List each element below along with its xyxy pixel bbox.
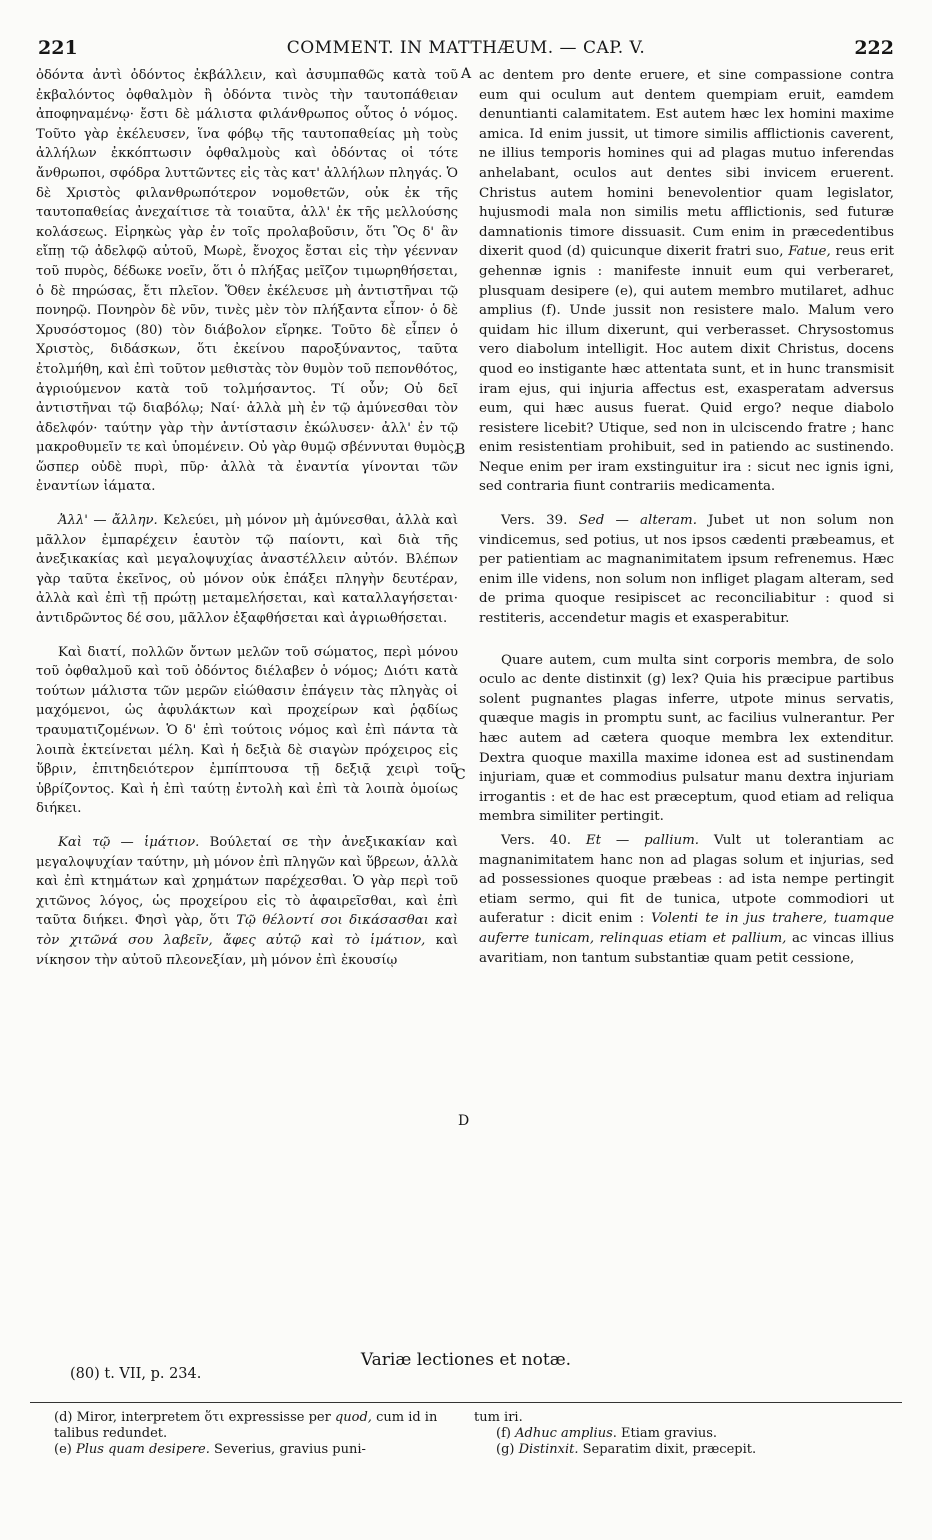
latin-paragraph-3: Quare autem, cum multa sint corporis membra, de solo oculo ac dente distinxit (g) lex? Quia his præcipue partibus solent pugnantes plagas inferre, utpote minus servatis, quæque magis in promptu sunt, ac facilius vulnerantur. Per hæc autem ad cætera quoque membra lex extenditur. Dextra quoque maxilla maxime idonea est ad sustinendam injuriam, quæ et commodius pulsatur manu dextra injuriam irrogantis : et de hac est præceptum, quod etiam ad reliqua membra similiter pertingit. bbox=[479, 652, 894, 825]
footnote-text: Severius, gravius puni- bbox=[209, 1442, 366, 1457]
greek-quote: Τῷ θέλοντί σοι δικάσασθαι καὶ τὸν χιτῶνά σου λαβεῖν, ἄφες αὐτῷ καὶ τὸ ἱμάτιον, bbox=[36, 913, 458, 948]
footnote-text: Miror, interpretem ὅτι expressisse per bbox=[72, 1410, 335, 1425]
footnote-d bbox=[54, 1410, 464, 1442]
latin-paragraph-1 bbox=[479, 66, 894, 497]
latin-paragraph-1-text: ac dentem pro dente eruere, et sine compassione contra eum qui oculum aut dentem quempiam eruit, eamdem denuntianti calamitatem. Est autem hæc lex homini maxime amica. Id enim jussit, ut timore similis afflictionis caverent, ne illius temporis homines qui ad plagas mutuo inferendas anhelabant, oculos aut dentes sibi invicem eruerent. Christus autem homini benevolentior quam legislator, hujusmodi mala non similis metu afflictionis, sed futuræ damnationis timore dissuasit. Cum enim in præcedentibus dixerit quod (d) quicunque dixerit fratri suo, bbox=[479, 68, 894, 260]
footnote-e bbox=[54, 1442, 464, 1458]
greek-paragraph-2 bbox=[36, 511, 458, 629]
latin-paragraph-4-text-end: ac vincas illius avaritiam, non tantum substantiæ quam petit cessione, bbox=[479, 930, 894, 966]
latin-column bbox=[479, 66, 894, 968]
greek-paragraph-4-text: Βούλεταί σε τὴν ἀνεξικακίαν καὶ μεγαλοψυχίαν ταύτην, μὴ μόνον ἐπὶ πληγῶν καὶ ὕβρεων, ἀλλὰ καὶ ἐπὶ κτημάτων καὶ χρημάτων παρέχεσθαι. Ὁ γὰρ περὶ τοῦ χιτῶνος λόγος, ὡς προχείρου εἰς τὸ ἀφαιρεῖσθαι, καὶ ἐπὶ ταῦτα διήκει. Φησὶ γὰρ, ὅτι bbox=[36, 834, 458, 929]
latin-paragraph-1-text-end: reus erit gehennæ ignis : manifeste innuit eum qui verberaret, plusquam desipere (e), qui autem membro mutilaret, adhuc amplius (f). Unde jussit non resistere malo. Malum vero quidam hic illum dixerunt, qui verberasset. Chrysostomus vero diabolum intelligit. Hoc autem dixit Christus, docens quod eo instigante hæc attentata sunt, et in hunc transmisit iram ejus, qui injuria affectus est, exasperatam adversus eum, qui hæc ausus fuerat. Quid ergo? neque diabolo resistere licebit? Utique, sed non in ulciscendo fratre ; hanc enim resistentiam prohibuit, sed in patiendo ac sustinendo. Neque enim per iram exstinguitur ira : sicut nec ignis igni, sed contraria fiunt contrariis medicamenta. bbox=[479, 244, 894, 495]
footnote-f bbox=[474, 1426, 894, 1442]
verse-ref: Vers. 40. bbox=[501, 832, 572, 848]
page-number-right: 222 bbox=[854, 37, 894, 59]
margin-marker-c: C bbox=[455, 767, 466, 783]
running-title: COMMENT. IN MATTHÆUM. — CAP. V. bbox=[286, 38, 646, 58]
footnote-emphasis: quod, bbox=[334, 1410, 372, 1425]
footnote-label: (g) bbox=[496, 1442, 515, 1457]
footnote-text-end: cum id in talibus redundet. bbox=[54, 1410, 438, 1441]
latin-paragraph-4-text: Vult ut tolerantiam ac magnanimitatem hanc non ad plagas solum et injurias, sed ad possessiones quoque præbeas : ad ista nempe pertingit etiam sermo, qui fit de tunica, utpote commodiori ut auferatur : dicit enim : bbox=[479, 832, 895, 927]
latin-paragraph-2 bbox=[479, 511, 894, 629]
greek-paragraph-2-text: Κελεύει, μὴ μόνον μὴ ἀμύνεσθαι, ἀλλὰ καὶ μᾶλλον ἐμπαρέχειν ἑαυτὸν τῷ παίοντι, καὶ διὰ τῆς ἀνεξικακίας καὶ μεγαλοψυχίας ἀναστέλλειν αὐτόν. Βλέπων γὰρ ταῦτα ἐκεῖνος, οὐ μόνον οὐκ ἐπάξει πληγὴν δευτέραν, ἀλλὰ καὶ ἐπὶ τῇ πρώτῃ μεταμελήσεται, καὶ καταλλαγήσεται· ἀντιδρῶντος δέ σου, μᾶλλον ἐξαφθήσεται καὶ ἀγριωθήσεται. bbox=[36, 513, 458, 627]
latin-paragraph-2-text: Jubet ut non solum non vindicemus, sed potius, ut nos ipsos cædenti præbeamus, et per patientiam ac magnanimitatem ipsum refrenemus. Hæc enim ille videns, non solum non infliget plagam alteram, sed de prima quoque resipiscet ac reconciliabitur : quod si restiteris, accendetur magis et exasperabitur. bbox=[479, 513, 894, 627]
margin-marker-a: A bbox=[461, 66, 472, 82]
greek-paragraph-3: Καὶ διατί, πολλῶν ὄντων μελῶν τοῦ σώματος, περὶ μόνου τοῦ ὀφθαλμοῦ καὶ τοῦ ὀδόντος διέλαβεν ὁ νόμος; Διότι κατὰ τούτων μάλιστα τῶν μερῶν εἰώθασιν ἐπάγειν τὰς πληγὰς οἱ μαχόμενοι, ὡς ἀφυλάκτων καὶ προχείρων καὶ ῥᾳδίως τραυματιζομένων. Ὁ δ' ἐπὶ τούτοις νόμος καὶ ἐπὶ πάντα τὰ λοιπὰ ἐκτείνεται μέλη. Καὶ ἡ δεξιὰ δὲ σιαγὼν πρόχειρος εἰς ὕβριν, ἐπιτηδειότερον ἐμπίπτουσα τῇ δεξιᾷ χειρὶ τοῦ ὑβρίζοντος. Καὶ ἡ ἐπὶ ταύτῃ ἐντολὴ καὶ ἐπὶ τὰ λοιπὰ ὁμοίως διήκει. bbox=[36, 644, 458, 817]
notes-title: Variæ lectiones et notæ. bbox=[360, 1350, 572, 1370]
footnote-e-continued: tum iri. bbox=[474, 1410, 523, 1425]
margin-marker-b: B bbox=[455, 442, 466, 458]
footnotes-right bbox=[474, 1410, 894, 1458]
greek-lemma: Ἀλλ' — ἄλλην. bbox=[58, 513, 158, 529]
greek-paragraph-4 bbox=[36, 833, 458, 970]
footnote-text: Separatim dixit, præcepit. bbox=[578, 1442, 757, 1457]
margin-marker-d: D bbox=[458, 1113, 470, 1129]
latin-emphasis: Fatue, bbox=[788, 244, 831, 260]
footnote-lemma: Adhuc amplius bbox=[515, 1426, 613, 1441]
page-number-left: 221 bbox=[38, 37, 78, 59]
latin-quote: Volenti te in jus trahere, tuamque auferre tunicam, relinquas etiam et pallium, bbox=[479, 911, 894, 946]
footnote-label: (d) bbox=[54, 1410, 73, 1425]
greek-paragraph-4-text-end: καὶ νίκησον τὴν αὐτοῦ πλεονεξίαν, μὴ μόνον ἐπὶ ἑκουσίῳ bbox=[36, 932, 458, 968]
footnote-lemma: Distinxit. bbox=[518, 1442, 579, 1457]
greek-footnote-ref: (80) t. VII, p. 234. bbox=[70, 1366, 202, 1382]
verse-ref: Vers. 39. bbox=[501, 513, 568, 529]
footnotes-left bbox=[54, 1410, 464, 1458]
footnote-g bbox=[474, 1442, 894, 1458]
latin-lemma: Sed — alteram. bbox=[578, 513, 697, 529]
footnote-divider bbox=[30, 1402, 902, 1403]
greek-lemma: Καὶ τῷ — ἱμάτιον. bbox=[58, 834, 200, 850]
greek-paragraph-1: ὀδόντα ἀντὶ ὀδόντος ἐκβάλλειν, καὶ ἀσυμπαθῶς κατὰ τοῦ ἐκβαλόντος ὀφθαλμὸν ἢ ὀδόντα τινὸς τὴν ταυτοπάθειαν ἀποφηναμένῳ· ἔστι δὲ μάλιστα φιλάνθρωπος οὗτος ὁ νόμος. Τοῦτο γὰρ ἐκέλευσεν, ἵνα φόβῳ τῆς ταυτοπαθείας μὴ τοὺς ἀλλήλων ἐκκόπτωσιν ὀφθαλμοὺς καὶ ὀδόντας οἱ τότε ἄνθρωποι, σφόδρα λυττῶντες εἰς τὰς κατ' ἀλλήλων πληγάς. Ὁ δὲ Χριστὸς φιλανθρωπότερον νομοθετῶν, οὐκ ἐκ τῆς ταυτοπαθείας ἀνεχαίτισε τὰ τοιαῦτα, ἀλλ' ἐκ τῆς μελλούσης κολάσεως. Εἰρηκὼς γὰρ ἐν τοῖς προλαβοῦσιν, ὅτι Ὃς δ' ἂν εἴπῃ τῷ ἀδελφῷ αὐτοῦ, Μωρὲ, ἔνοχος ἔσται εἰς τὴν γέενναν τοῦ πυρὸς, δέδωκε νοεῖν, ὅτι ὁ πλήξας μεῖζον τιμωρηθήσεται, ὁ δὲ πηρώσας, ἔτι πλεῖον. Ὅθεν ἐκέλευσε μὴ ἀντιστῆναι τῷ πονηρῷ. Πονηρὸν δὲ νῦν, τινὲς μὲν τὸν πλήξαντα εἶπον· ὁ δὲ Χρυσόστομος (80) τὸν διάβολον εἴρηκε. Τοῦτο δὲ εἶπεν ὁ Χριστὸς, διδάσκων, ὅτι ἐκείνου παροξύναντος, ταῦτα ἐτολμήθη, καὶ ἐπὶ τοῦτον μεθιστὰς τὸν θυμὸν τοῦ πεπονθότος, ἀγριούμενον κατὰ τοῦ τολμήσαντος. Τί οὖν; Οὐ δεῖ ἀντιστῆναι τῷ διαβόλῳ; Ναί· ἀλλὰ μὴ ἐν τῷ ἀμύνεσθαι τὸν ἀδελφόν· ταύτην γὰρ τὴν ἀντίστασιν ἐκώλυσεν· ἀλλ' ἐν τῷ μακροθυμεῖν τε καὶ ὑπομένειν. Οὐ γὰρ θυμῷ σβέννυται θυμὸς, ὥσπερ οὐδὲ πυρὶ, πῦρ· ἀλλὰ τὰ ἐναντία γίνονται τῶν ἐναντίων ἰάματα. bbox=[36, 68, 458, 495]
footnote-label: (f) bbox=[496, 1426, 511, 1441]
footnote-label: (e) bbox=[54, 1442, 72, 1457]
latin-paragraph-4 bbox=[479, 831, 894, 968]
footnote-text: . Etiam gravius. bbox=[612, 1426, 718, 1441]
latin-lemma: Et — pallium. bbox=[585, 832, 700, 848]
footnote-lemma: Plus quam desipere. bbox=[75, 1442, 210, 1457]
page-header bbox=[30, 37, 902, 61]
greek-column bbox=[36, 66, 458, 970]
